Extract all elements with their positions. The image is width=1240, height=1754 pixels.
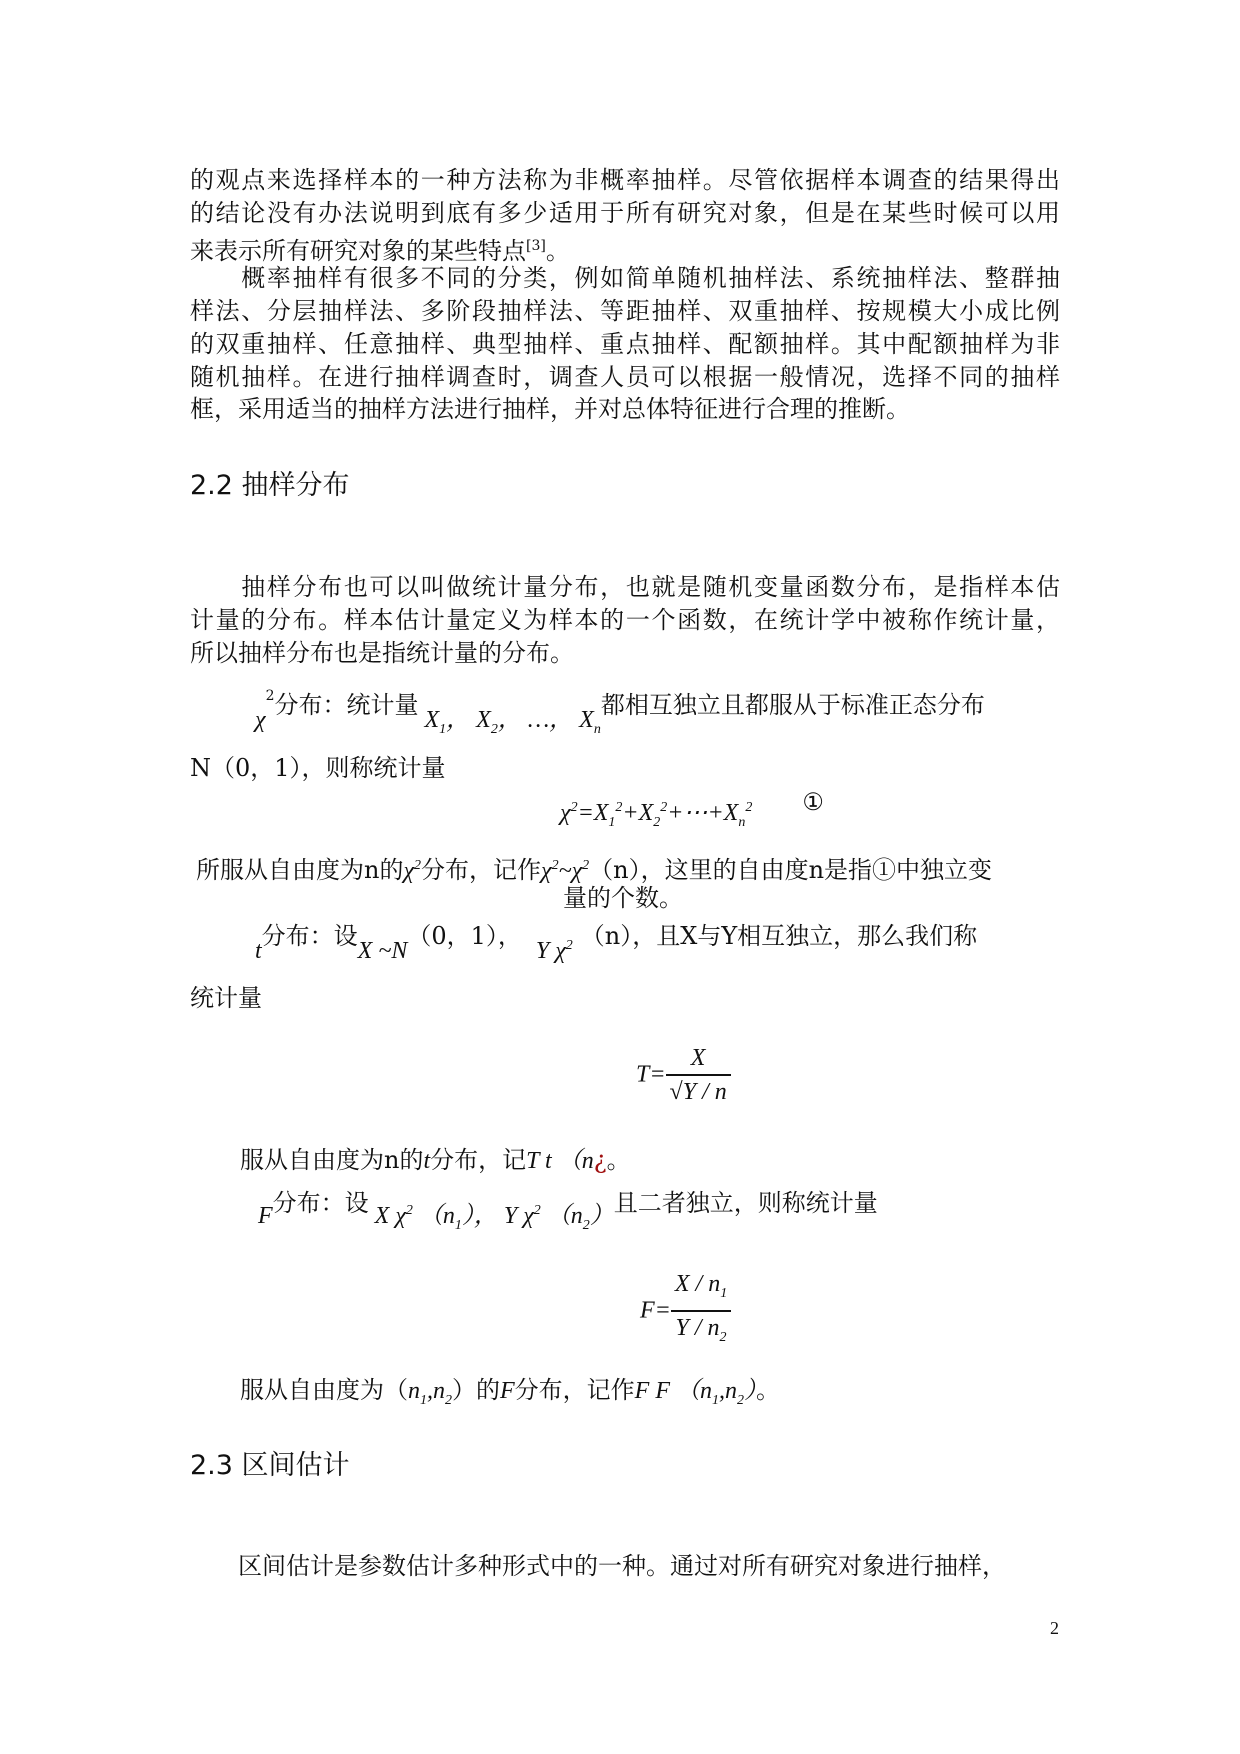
text: 分布，记作 <box>514 1376 635 1404</box>
text: 分布，记 <box>430 1146 527 1174</box>
text: （0，1）， <box>407 922 522 950</box>
paragraph-line: 框，采用适当的抽样方法进行抽样，并对总体特征进行合理的推断。 <box>190 395 910 423</box>
text: 。 <box>606 1146 631 1174</box>
chi-square-definition: $\chi^2$分布：统计量 $X_1$， $X_2$， …， $X_n$都相互独立且都服从于标准正态分布 <box>255 688 985 737</box>
paragraph-line: 的观点来选择样本的一种方法称为非概率抽样。尽管依据样本调查的结果得出 <box>190 166 1060 194</box>
t-distribution-definition: t分布：设X ~N（0，1）， Y $\chi^2$ （n），且X与Y相互独立，那么我们称 <box>255 922 978 964</box>
text: ）的 <box>452 1376 500 1404</box>
text: （n），这里的自由度n是指①中独立变 <box>589 856 993 884</box>
text: 分布：设 <box>272 1189 369 1217</box>
text-line: 量的个数。 <box>563 884 683 912</box>
paragraph-line: 计量的分布。样本估计量定义为样本的一个函数，在统计学中被称作统计量， <box>190 606 1060 634</box>
text: 。 <box>545 237 570 265</box>
text: 分布，记作 <box>421 856 542 884</box>
paragraph-line: 的双重抽样、任意抽样、典型抽样、重点抽样、配额抽样。其中配额抽样为非 <box>190 330 1060 358</box>
text: 所服从自由度为n的 <box>196 856 404 884</box>
text-line: 统计量 <box>190 984 262 1012</box>
page-number: 2 <box>1050 1618 1059 1638</box>
text: 分布：设 <box>261 922 358 950</box>
paragraph-line: 所以抽样分布也是指统计量的分布。 <box>190 639 574 667</box>
text: 。 <box>756 1376 780 1404</box>
text: 分布：统计量 <box>274 691 419 719</box>
paragraph-line: 抽样分布也可以叫做统计量分布，也就是随机变量函数分布，是指样本估 <box>190 573 1060 601</box>
text: 来表示所有研究对象的某些特点 <box>190 237 526 265</box>
text: 服从自由度为（ <box>240 1376 408 1404</box>
section-heading-2-3: 2.3 区间估计 <box>190 1450 350 1481</box>
text-line: N（0，1），则称统计量 <box>190 754 446 782</box>
text-line: 服从自由度为n的t分布，记T t （n¿。 <box>240 1146 631 1174</box>
paragraph-line: 随机抽样。在进行抽样调查时，调查人员可以根据一般情况，选择不同的抽样 <box>190 363 1060 391</box>
paragraph-line: 概率抽样有很多不同的分类，例如简单随机抽样法、系统抽样法、整群抽 <box>190 264 1060 292</box>
text: 且二者独立，则称统计量 <box>613 1189 878 1217</box>
citation: [3] <box>526 238 546 254</box>
f-statistic-formula: F= $\frac{X / n_1}{Y / n_2}$ <box>640 1268 731 1354</box>
t-statistic-formula: T= $\frac{X}{√Y / n}$ <box>636 1042 731 1108</box>
text: 服从自由度为n的 <box>240 1146 424 1174</box>
chi-square-formula: $\chi^2=X_1^2+X_2^2+\cdots+X_n^2$ ① <box>560 788 824 830</box>
paragraph-line: 区间估计是参数估计多种形式中的一种。通过对所有研究对象进行抽样， <box>190 1552 1006 1580</box>
text-line: 服从自由度为$(n_1,n_2)$的F分布，记作F F $(n_1,n_2)$。 <box>240 1376 780 1408</box>
paragraph-line: 样法、分层抽样法、多阶段抽样法、等距抽样、双重抽样、按规模大小成比例 <box>190 297 1060 325</box>
section-heading-2-2: 2.2 抽样分布 <box>190 470 350 501</box>
equation-number: ① <box>802 788 824 816</box>
text: （n），且X与Y相互独立，那么我们称 <box>580 922 978 950</box>
f-distribution-definition: F分布：设 X $\chi^2$ $(n_1)$， Y $\chi^2$ $(n_2)$且二者独立，则称统计量 <box>258 1189 878 1233</box>
text: 都相互独立且都服从于标准正态分布 <box>600 691 985 719</box>
text-line: 所服从自由度为n的$\chi^2$分布，记作$\chi^2\sim\chi^2(n)$，这里的自由度n是指①中独立变 <box>196 856 993 884</box>
paragraph-line: 的结论没有办法说明到底有多少适用于所有研究对象，但是在某些时候可以用 <box>190 199 1060 227</box>
